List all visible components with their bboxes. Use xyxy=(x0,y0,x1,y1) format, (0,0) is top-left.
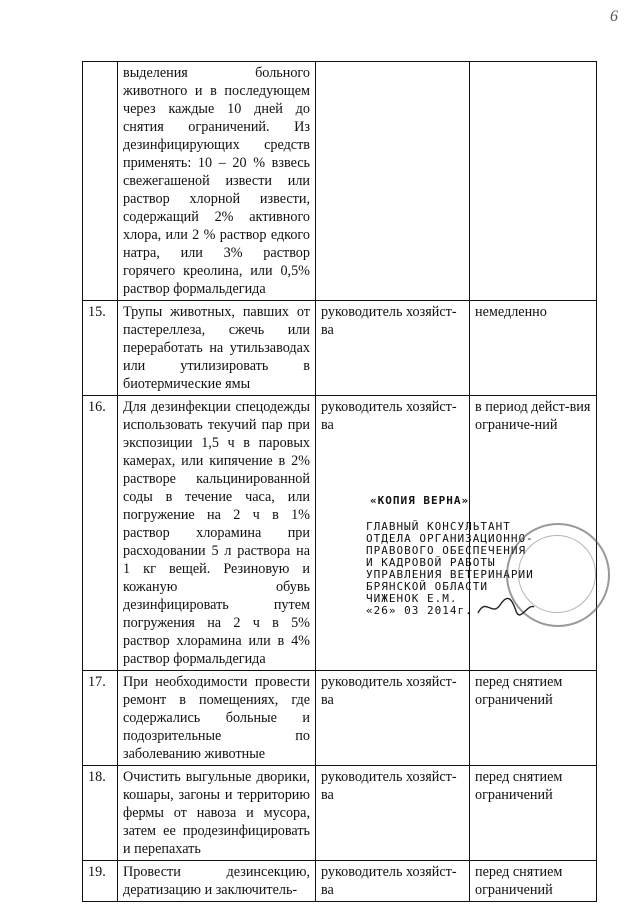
responsible-person: руководитель хозяйст-ва xyxy=(316,301,470,396)
responsible-person xyxy=(316,62,470,301)
responsible-person: руководитель хозяйст-ва xyxy=(316,861,470,902)
row-number: 17. xyxy=(83,671,118,766)
table-row xyxy=(83,766,597,861)
signature xyxy=(476,595,536,619)
row-number xyxy=(83,62,118,301)
row-number: 16. xyxy=(83,396,118,671)
page-number: 6 xyxy=(610,8,618,25)
row-number: 15. xyxy=(83,301,118,396)
stamp-copy-true: «КОПИЯ ВЕРНА» xyxy=(370,494,470,507)
measure-description: выделения больного животного и в последующем через каждые 10 дней до снятия ограничений. Из дезинфицирующих средств применять: 10 – 20 % взвесь свежегашеной извести или раствор хлорной извести, содержащий 2% активного хлора, или 2 % раствор едкого натра, или 3% раствор горячего креолина, или 0,5% раствор формальдегида xyxy=(118,62,316,301)
measure-description: Провести дезинсекцию, дератизацию и заключитель- xyxy=(118,861,316,902)
deadline: перед снятием ограничений xyxy=(470,766,597,861)
stamp-text: ГЛАВНЫЙ КОНСУЛЬТАНТ ОТДЕЛА ОРГАНИЗАЦИОННО- ПРАВОВОГО ОБЕСПЕЧЕНИЯ И КАДРОВОЙ РАБОТЫ УПРАВЛЕНИЯ ВЕТЕРИНАРИИ БРЯНСКОЙ ОБЛАСТИ ЧИЖЕНОК Е.М. «26» 03 2014г. xyxy=(366,520,534,617)
certification-stamp xyxy=(356,495,606,645)
responsible-person: руководитель хозяйст-ва xyxy=(316,671,470,766)
table-row xyxy=(83,62,597,301)
measure-description: Для дезинфекции спецодежды использовать текучий пар при экспозиции 1,5 ч в паровых камерах, или кипячение в 2% растворе кальцинированной соды в течение часа, или погружение на 2 ч в 1% раствор хлорамина при расходовании 5 л раствора на 1 кг вещей. Резиновую и кожаную обувь дезинфицировать путем погружения на 2 ч в 5% раствор хлорамина или в 4% раствор формальдегида xyxy=(118,396,316,671)
deadline xyxy=(470,62,597,301)
responsible-person: руководитель хозяйст-ва xyxy=(316,766,470,861)
table-row xyxy=(83,671,597,766)
table-row xyxy=(83,861,597,902)
row-number: 18. xyxy=(83,766,118,861)
measures-table xyxy=(82,61,597,902)
responsible-person: руководитель хозяйст-ва xyxy=(316,396,470,671)
row-number: 19. xyxy=(83,861,118,902)
measure-description: Трупы животных, павших от пастереллеза, сжечь или переработать на утильзаводах или утилизировать в биотермические ямы xyxy=(118,301,316,396)
deadline: перед снятием ограничений xyxy=(470,671,597,766)
deadline: в период дейст-вия ограниче-ний xyxy=(470,396,597,671)
measure-description: При необходимости провести ремонт в помещениях, где содержались больные и подозрительные по заболеванию животные xyxy=(118,671,316,766)
table-row xyxy=(83,301,597,396)
deadline: немедленно xyxy=(470,301,597,396)
measure-description: Очистить выгульные дворики, кошары, загоны и территорию фермы от навоза и мусора, затем ее продезинфицировать и перепахать xyxy=(118,766,316,861)
deadline: перед снятием ограничений xyxy=(470,861,597,902)
